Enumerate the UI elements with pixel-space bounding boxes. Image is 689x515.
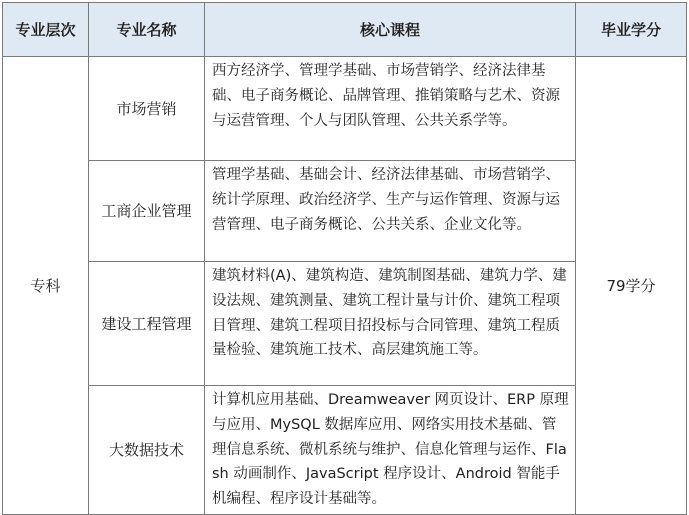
- course-list: 管理学基础、基础会计、经济法律基础、市场营销学、统计学原理、政治经济学、生产与运作管理、资源与运营管理、电子商务概论、公共关系、企业文化等。: [205, 161, 576, 262]
- major-name: 市场营销: [89, 57, 205, 161]
- header-courses: 核心课程: [205, 3, 576, 57]
- level-cell: 专科: [3, 57, 89, 515]
- header-credit: 毕业学分: [576, 3, 687, 57]
- major-name: 工商企业管理: [89, 161, 205, 262]
- credit-cell: 79学分: [576, 57, 687, 515]
- course-list: 建筑材料(A)、建筑构造、建筑制图基础、建筑力学、建设法规、建筑测量、建筑工程计量与计价、建筑工程项目管理、建筑工程项目招投标与合同管理、建筑工程质量检验、建筑施工技术、高层建筑施工等。: [205, 262, 576, 386]
- header-row: [3, 3, 687, 57]
- course-list: 计算机应用基础、Dreamweaver 网页设计、ERP 原理与应用、MySQL 数据库应用、网络实用技术基础、管理信息系统、微机系统与维护、信息化管理与运作、Flash 动画制作、JavaScript 程序设计、Android 智能手机编程、程序设计基础等。: [205, 386, 576, 515]
- curriculum-table: [2, 2, 687, 515]
- major-name: 建设工程管理: [89, 262, 205, 386]
- header-name: 专业名称: [89, 3, 205, 57]
- course-list: 西方经济学、管理学基础、市场营销学、经济法律基础、电子商务概论、品牌管理、推销策略与艺术、资源与运营管理、个人与团队管理、公共关系学等。: [205, 57, 576, 161]
- major-name: 大数据技术: [89, 386, 205, 515]
- header-level: 专业层次: [3, 3, 89, 57]
- table-row: [3, 57, 687, 161]
